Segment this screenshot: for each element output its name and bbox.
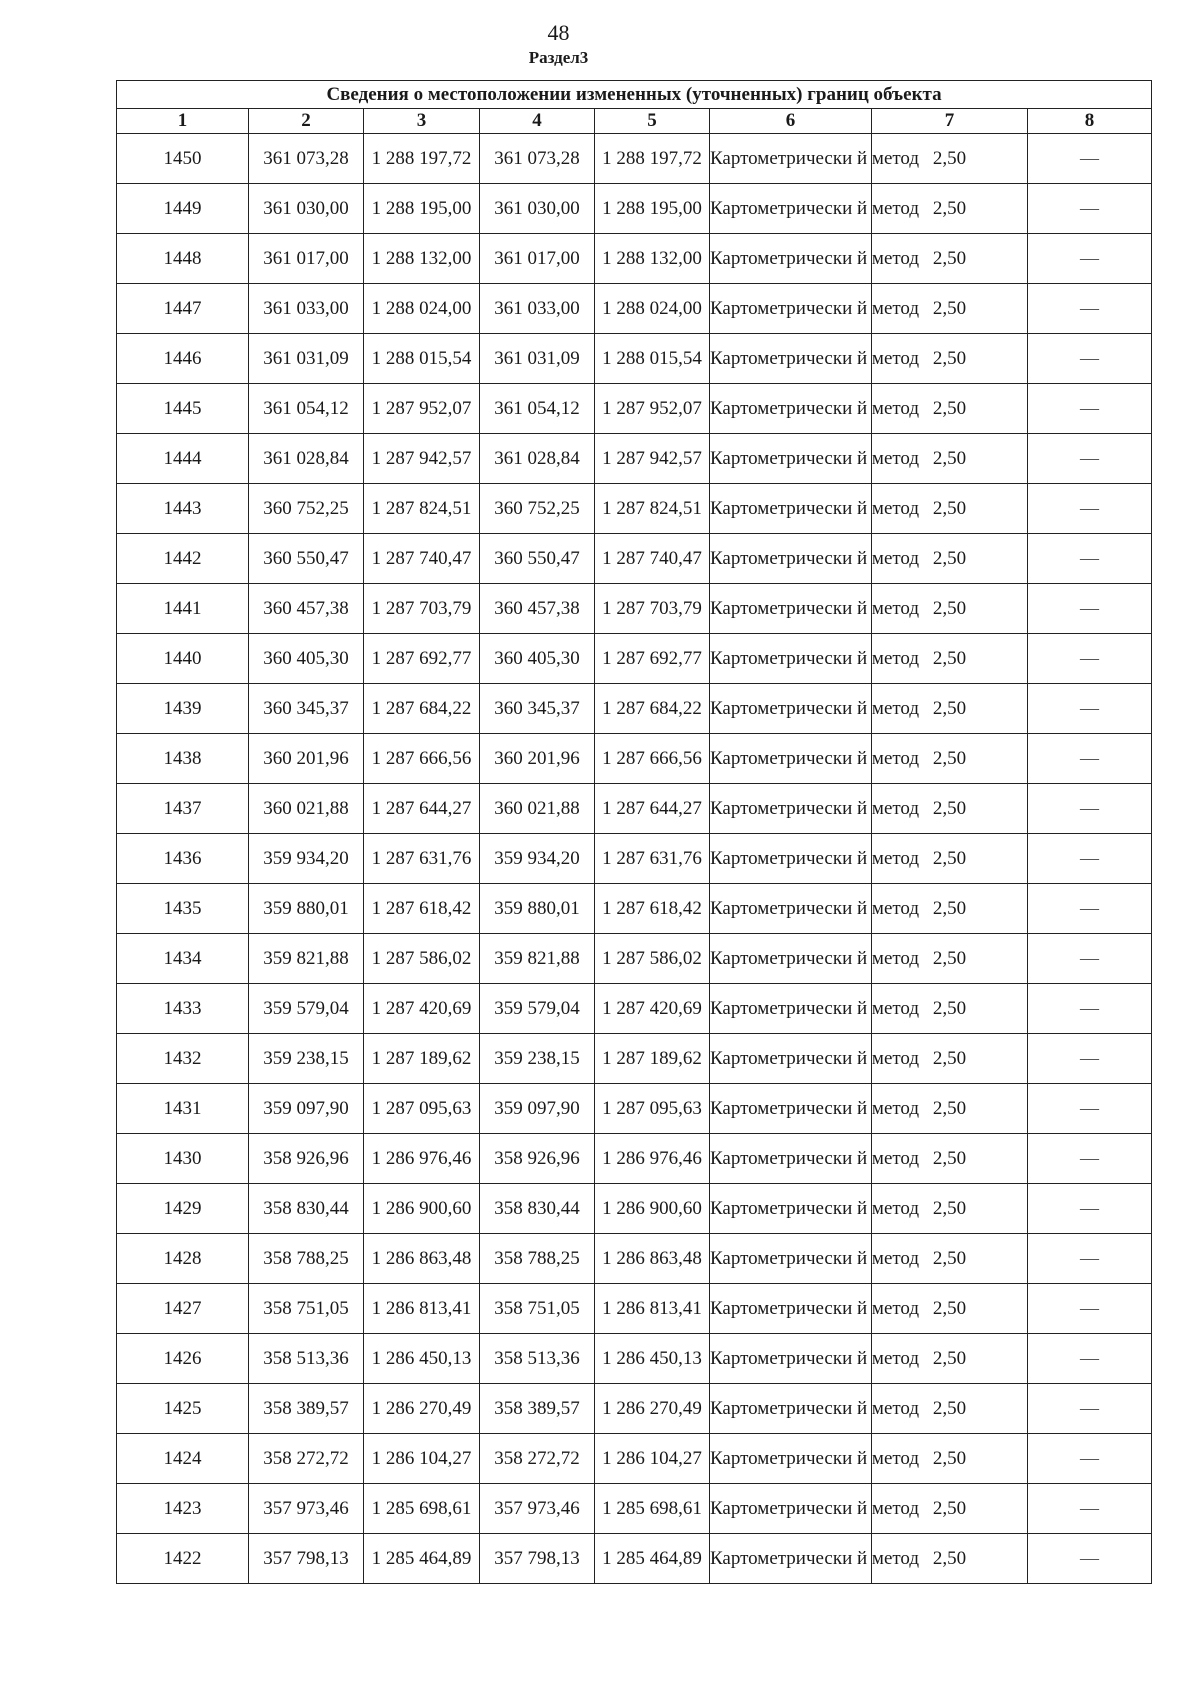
- y-old-cell: 1 287 586,02: [364, 934, 480, 984]
- method-cell: Картометрически й метод: [710, 734, 872, 784]
- method-cell: Картометрически й метод: [710, 1234, 872, 1284]
- x-new-cell: 359 934,20: [480, 834, 595, 884]
- section-title: Раздел3: [528, 48, 589, 67]
- x-old-cell: 360 457,38: [249, 584, 364, 634]
- table-row: [117, 134, 1152, 184]
- table-row: [117, 1034, 1152, 1084]
- point-number-cell: 1427: [117, 1284, 249, 1334]
- column-header-4: 4: [480, 109, 595, 134]
- column-header-6: 6: [710, 109, 872, 134]
- y-new-cell: 1 286 270,49: [595, 1384, 710, 1434]
- page-number: 48: [547, 20, 570, 45]
- point-number-cell: 1423: [117, 1484, 249, 1534]
- x-old-cell: 359 238,15: [249, 1034, 364, 1084]
- method-cell: Картометрически й метод: [710, 884, 872, 934]
- method-cell: Картометрически й метод: [710, 1184, 872, 1234]
- x-new-cell: 359 579,04: [480, 984, 595, 1034]
- y-old-cell: 1 287 189,62: [364, 1034, 480, 1084]
- y-new-cell: 1 288 195,00: [595, 184, 710, 234]
- x-new-cell: 358 751,05: [480, 1284, 595, 1334]
- y-new-cell: 1 287 618,42: [595, 884, 710, 934]
- table-row: [117, 1384, 1152, 1434]
- y-old-cell: 1 287 618,42: [364, 884, 480, 934]
- table-row: [117, 484, 1152, 534]
- accuracy-cell: 2,50: [872, 884, 1028, 934]
- note-cell: —: [1028, 584, 1152, 634]
- x-new-cell: 359 097,90: [480, 1084, 595, 1134]
- y-old-cell: 1 288 024,00: [364, 284, 480, 334]
- x-new-cell: 361 054,12: [480, 384, 595, 434]
- method-cell: Картометрически й метод: [710, 684, 872, 734]
- point-number-cell: 1434: [117, 934, 249, 984]
- x-old-cell: 360 405,30: [249, 634, 364, 684]
- table-row: [117, 1234, 1152, 1284]
- y-new-cell: 1 287 824,51: [595, 484, 710, 534]
- x-old-cell: 360 345,37: [249, 684, 364, 734]
- table-row: [117, 234, 1152, 284]
- column-header-8: 8: [1028, 109, 1152, 134]
- method-cell: Картометрически й метод: [710, 184, 872, 234]
- point-number-cell: 1425: [117, 1384, 249, 1434]
- x-old-cell: 361 030,00: [249, 184, 364, 234]
- y-new-cell: 1 287 189,62: [595, 1034, 710, 1084]
- method-cell: Картометрически й метод: [710, 284, 872, 334]
- method-cell: Картометрически й метод: [710, 334, 872, 384]
- x-old-cell: 358 926,96: [249, 1134, 364, 1184]
- table-row: [117, 384, 1152, 434]
- accuracy-cell: 2,50: [872, 1484, 1028, 1534]
- note-cell: —: [1028, 284, 1152, 334]
- x-old-cell: 360 021,88: [249, 784, 364, 834]
- point-number-cell: 1438: [117, 734, 249, 784]
- x-new-cell: 360 021,88: [480, 784, 595, 834]
- x-old-cell: 361 033,00: [249, 284, 364, 334]
- column-header-7: 7: [872, 109, 1028, 134]
- column-header-2: 2: [249, 109, 364, 134]
- note-cell: —: [1028, 634, 1152, 684]
- point-number-cell: 1443: [117, 484, 249, 534]
- y-new-cell: 1 288 024,00: [595, 284, 710, 334]
- x-new-cell: 357 973,46: [480, 1484, 595, 1534]
- x-old-cell: 360 752,25: [249, 484, 364, 534]
- point-number-cell: 1439: [117, 684, 249, 734]
- point-number-cell: 1441: [117, 584, 249, 634]
- method-cell: Картометрически й метод: [710, 984, 872, 1034]
- point-number-cell: 1437: [117, 784, 249, 834]
- note-cell: —: [1028, 1134, 1152, 1184]
- table-row: [117, 284, 1152, 334]
- accuracy-cell: 2,50: [872, 1384, 1028, 1434]
- column-header-5: 5: [595, 109, 710, 134]
- note-cell: —: [1028, 984, 1152, 1034]
- accuracy-cell: 2,50: [872, 434, 1028, 484]
- table-row: [117, 634, 1152, 684]
- x-old-cell: 361 031,09: [249, 334, 364, 384]
- note-cell: —: [1028, 1534, 1152, 1584]
- y-old-cell: 1 287 703,79: [364, 584, 480, 634]
- y-new-cell: 1 287 942,57: [595, 434, 710, 484]
- x-new-cell: 357 798,13: [480, 1534, 595, 1584]
- x-old-cell: 359 934,20: [249, 834, 364, 884]
- x-new-cell: 358 926,96: [480, 1134, 595, 1184]
- x-new-cell: 359 238,15: [480, 1034, 595, 1084]
- accuracy-cell: 2,50: [872, 834, 1028, 884]
- point-number-cell: 1447: [117, 284, 249, 334]
- accuracy-cell: 2,50: [872, 284, 1028, 334]
- x-new-cell: 360 550,47: [480, 534, 595, 584]
- method-cell: Картометрически й метод: [710, 534, 872, 584]
- y-new-cell: 1 286 900,60: [595, 1184, 710, 1234]
- x-new-cell: 360 752,25: [480, 484, 595, 534]
- table-row: [117, 584, 1152, 634]
- accuracy-cell: 2,50: [872, 534, 1028, 584]
- x-old-cell: 358 788,25: [249, 1234, 364, 1284]
- x-new-cell: 361 031,09: [480, 334, 595, 384]
- x-new-cell: 361 017,00: [480, 234, 595, 284]
- column-header-3: 3: [364, 109, 480, 134]
- x-new-cell: 360 405,30: [480, 634, 595, 684]
- accuracy-cell: 2,50: [872, 1034, 1028, 1084]
- x-new-cell: 358 513,36: [480, 1334, 595, 1384]
- y-new-cell: 1 286 813,41: [595, 1284, 710, 1334]
- accuracy-cell: 2,50: [872, 684, 1028, 734]
- accuracy-cell: 2,50: [872, 1534, 1028, 1584]
- x-old-cell: 359 880,01: [249, 884, 364, 934]
- method-cell: Картометрически й метод: [710, 384, 872, 434]
- method-cell: Картометрически й метод: [710, 784, 872, 834]
- x-new-cell: 360 345,37: [480, 684, 595, 734]
- table-row: [117, 534, 1152, 584]
- note-cell: —: [1028, 434, 1152, 484]
- table-row: [117, 1434, 1152, 1484]
- note-cell: —: [1028, 884, 1152, 934]
- point-number-cell: 1448: [117, 234, 249, 284]
- accuracy-cell: 2,50: [872, 584, 1028, 634]
- table-row: [117, 1284, 1152, 1334]
- point-number-cell: 1426: [117, 1334, 249, 1384]
- y-old-cell: 1 287 095,63: [364, 1084, 480, 1134]
- y-new-cell: 1 287 684,22: [595, 684, 710, 734]
- note-cell: —: [1028, 1384, 1152, 1434]
- table-caption-row: [117, 81, 1152, 109]
- table-row: [117, 434, 1152, 484]
- accuracy-cell: 2,50: [872, 934, 1028, 984]
- x-old-cell: 360 201,96: [249, 734, 364, 784]
- accuracy-cell: 2,50: [872, 1234, 1028, 1284]
- x-new-cell: 359 821,88: [480, 934, 595, 984]
- note-cell: —: [1028, 1484, 1152, 1534]
- x-new-cell: 358 389,57: [480, 1384, 595, 1434]
- note-cell: —: [1028, 834, 1152, 884]
- y-old-cell: 1 287 631,76: [364, 834, 480, 884]
- x-old-cell: 361 017,00: [249, 234, 364, 284]
- accuracy-cell: 2,50: [872, 984, 1028, 1034]
- method-cell: Картометрически й метод: [710, 834, 872, 884]
- method-cell: Картометрически й метод: [710, 134, 872, 184]
- accuracy-cell: 2,50: [872, 384, 1028, 434]
- y-old-cell: 1 287 942,57: [364, 434, 480, 484]
- x-new-cell: 358 788,25: [480, 1234, 595, 1284]
- y-old-cell: 1 285 698,61: [364, 1484, 480, 1534]
- y-old-cell: 1 286 104,27: [364, 1434, 480, 1484]
- note-cell: —: [1028, 184, 1152, 234]
- table-row: [117, 184, 1152, 234]
- x-old-cell: 361 028,84: [249, 434, 364, 484]
- x-old-cell: 358 751,05: [249, 1284, 364, 1334]
- method-cell: Картометрически й метод: [710, 1384, 872, 1434]
- x-new-cell: 361 030,00: [480, 184, 595, 234]
- y-old-cell: 1 288 132,00: [364, 234, 480, 284]
- y-new-cell: 1 286 104,27: [595, 1434, 710, 1484]
- y-new-cell: 1 285 464,89: [595, 1534, 710, 1584]
- note-cell: —: [1028, 1434, 1152, 1484]
- point-number-cell: 1450: [117, 134, 249, 184]
- x-new-cell: 358 272,72: [480, 1434, 595, 1484]
- x-old-cell: 358 272,72: [249, 1434, 364, 1484]
- y-new-cell: 1 286 450,13: [595, 1334, 710, 1384]
- y-old-cell: 1 288 015,54: [364, 334, 480, 384]
- table-caption: Сведения о местоположении измененных (уточненных) границ объекта: [117, 81, 1152, 109]
- x-new-cell: 361 028,84: [480, 434, 595, 484]
- accuracy-cell: 2,50: [872, 134, 1028, 184]
- note-cell: —: [1028, 484, 1152, 534]
- method-cell: Картометрически й метод: [710, 1334, 872, 1384]
- method-cell: Картометрически й метод: [710, 1534, 872, 1584]
- x-new-cell: 358 830,44: [480, 1184, 595, 1234]
- x-old-cell: 359 821,88: [249, 934, 364, 984]
- x-old-cell: 358 389,57: [249, 1384, 364, 1434]
- method-cell: Картометрически й метод: [710, 1484, 872, 1534]
- column-header-1: 1: [117, 109, 249, 134]
- x-new-cell: 361 033,00: [480, 284, 595, 334]
- table-row: [117, 734, 1152, 784]
- accuracy-cell: 2,50: [872, 184, 1028, 234]
- y-old-cell: 1 287 420,69: [364, 984, 480, 1034]
- table-row: [117, 1334, 1152, 1384]
- point-number-cell: 1449: [117, 184, 249, 234]
- x-new-cell: 361 073,28: [480, 134, 595, 184]
- y-new-cell: 1 288 132,00: [595, 234, 710, 284]
- x-new-cell: 360 201,96: [480, 734, 595, 784]
- method-cell: Картометрически й метод: [710, 1284, 872, 1334]
- table-row: [117, 684, 1152, 734]
- x-new-cell: 359 880,01: [480, 884, 595, 934]
- y-new-cell: 1 285 698,61: [595, 1484, 710, 1534]
- table-row: [117, 1184, 1152, 1234]
- table-row: [117, 1484, 1152, 1534]
- x-old-cell: 358 830,44: [249, 1184, 364, 1234]
- x-new-cell: 360 457,38: [480, 584, 595, 634]
- point-number-cell: 1422: [117, 1534, 249, 1584]
- y-old-cell: 1 287 684,22: [364, 684, 480, 734]
- x-old-cell: 358 513,36: [249, 1334, 364, 1384]
- method-cell: Картометрически й метод: [710, 1034, 872, 1084]
- y-new-cell: 1 287 692,77: [595, 634, 710, 684]
- note-cell: —: [1028, 784, 1152, 834]
- point-number-cell: 1435: [117, 884, 249, 934]
- y-old-cell: 1 287 952,07: [364, 384, 480, 434]
- table-row: [117, 1134, 1152, 1184]
- table-row: [117, 1084, 1152, 1134]
- note-cell: —: [1028, 1334, 1152, 1384]
- accuracy-cell: 2,50: [872, 1434, 1028, 1484]
- method-cell: Картометрически й метод: [710, 634, 872, 684]
- y-old-cell: 1 286 863,48: [364, 1234, 480, 1284]
- point-number-cell: 1436: [117, 834, 249, 884]
- accuracy-cell: 2,50: [872, 784, 1028, 834]
- method-cell: Картометрически й метод: [710, 434, 872, 484]
- table-row: [117, 884, 1152, 934]
- y-old-cell: 1 287 740,47: [364, 534, 480, 584]
- y-old-cell: 1 285 464,89: [364, 1534, 480, 1584]
- note-cell: —: [1028, 334, 1152, 384]
- accuracy-cell: 2,50: [872, 1284, 1028, 1334]
- table-row: [117, 934, 1152, 984]
- y-old-cell: 1 286 900,60: [364, 1184, 480, 1234]
- note-cell: —: [1028, 1184, 1152, 1234]
- point-number-cell: 1432: [117, 1034, 249, 1084]
- point-number-cell: 1446: [117, 334, 249, 384]
- method-cell: Картометрически й метод: [710, 1434, 872, 1484]
- table-row: [117, 1534, 1152, 1584]
- y-old-cell: 1 286 270,49: [364, 1384, 480, 1434]
- point-number-cell: 1433: [117, 984, 249, 1034]
- y-old-cell: 1 286 450,13: [364, 1334, 480, 1384]
- accuracy-cell: 2,50: [872, 1084, 1028, 1134]
- point-number-cell: 1429: [117, 1184, 249, 1234]
- table-body: [117, 134, 1152, 1584]
- point-number-cell: 1445: [117, 384, 249, 434]
- note-cell: —: [1028, 1284, 1152, 1334]
- accuracy-cell: 2,50: [872, 234, 1028, 284]
- note-cell: —: [1028, 684, 1152, 734]
- note-cell: —: [1028, 1234, 1152, 1284]
- y-old-cell: 1 286 813,41: [364, 1284, 480, 1334]
- accuracy-cell: 2,50: [872, 1334, 1028, 1384]
- method-cell: Картометрически й метод: [710, 1084, 872, 1134]
- accuracy-cell: 2,50: [872, 634, 1028, 684]
- y-new-cell: 1 288 197,72: [595, 134, 710, 184]
- column-header-row: [117, 109, 1152, 134]
- y-old-cell: 1 286 976,46: [364, 1134, 480, 1184]
- point-number-cell: 1442: [117, 534, 249, 584]
- y-new-cell: 1 288 015,54: [595, 334, 710, 384]
- point-number-cell: 1430: [117, 1134, 249, 1184]
- y-new-cell: 1 287 420,69: [595, 984, 710, 1034]
- y-new-cell: 1 287 586,02: [595, 934, 710, 984]
- y-old-cell: 1 287 824,51: [364, 484, 480, 534]
- note-cell: —: [1028, 234, 1152, 284]
- table-row: [117, 984, 1152, 1034]
- method-cell: Картометрически й метод: [710, 234, 872, 284]
- note-cell: —: [1028, 1034, 1152, 1084]
- note-cell: —: [1028, 1084, 1152, 1134]
- y-new-cell: 1 287 095,63: [595, 1084, 710, 1134]
- table-row: [117, 784, 1152, 834]
- y-old-cell: 1 288 197,72: [364, 134, 480, 184]
- note-cell: —: [1028, 934, 1152, 984]
- x-old-cell: 361 073,28: [249, 134, 364, 184]
- x-old-cell: 359 097,90: [249, 1084, 364, 1134]
- y-new-cell: 1 287 631,76: [595, 834, 710, 884]
- y-new-cell: 1 287 740,47: [595, 534, 710, 584]
- accuracy-cell: 2,50: [872, 734, 1028, 784]
- accuracy-cell: 2,50: [872, 334, 1028, 384]
- y-new-cell: 1 286 976,46: [595, 1134, 710, 1184]
- y-new-cell: 1 287 703,79: [595, 584, 710, 634]
- x-old-cell: 359 579,04: [249, 984, 364, 1034]
- y-new-cell: 1 287 952,07: [595, 384, 710, 434]
- note-cell: —: [1028, 734, 1152, 784]
- y-new-cell: 1 286 863,48: [595, 1234, 710, 1284]
- y-new-cell: 1 287 666,56: [595, 734, 710, 784]
- accuracy-cell: 2,50: [872, 1134, 1028, 1184]
- table-row: [117, 334, 1152, 384]
- accuracy-cell: 2,50: [872, 484, 1028, 534]
- point-number-cell: 1444: [117, 434, 249, 484]
- x-old-cell: 357 798,13: [249, 1534, 364, 1584]
- y-new-cell: 1 287 644,27: [595, 784, 710, 834]
- method-cell: Картометрически й метод: [710, 484, 872, 534]
- point-number-cell: 1428: [117, 1234, 249, 1284]
- x-old-cell: 357 973,46: [249, 1484, 364, 1534]
- point-number-cell: 1424: [117, 1434, 249, 1484]
- point-number-cell: 1431: [117, 1084, 249, 1134]
- method-cell: Картометрически й метод: [710, 934, 872, 984]
- note-cell: —: [1028, 384, 1152, 434]
- method-cell: Картометрически й метод: [710, 1134, 872, 1184]
- method-cell: Картометрически й метод: [710, 584, 872, 634]
- x-old-cell: 360 550,47: [249, 534, 364, 584]
- boundary-coordinates-table: [116, 80, 1152, 1584]
- accuracy-cell: 2,50: [872, 1184, 1028, 1234]
- y-old-cell: 1 288 195,00: [364, 184, 480, 234]
- table-row: [117, 834, 1152, 884]
- y-old-cell: 1 287 692,77: [364, 634, 480, 684]
- y-old-cell: 1 287 644,27: [364, 784, 480, 834]
- x-old-cell: 361 054,12: [249, 384, 364, 434]
- note-cell: —: [1028, 134, 1152, 184]
- point-number-cell: 1440: [117, 634, 249, 684]
- note-cell: —: [1028, 534, 1152, 584]
- y-old-cell: 1 287 666,56: [364, 734, 480, 784]
